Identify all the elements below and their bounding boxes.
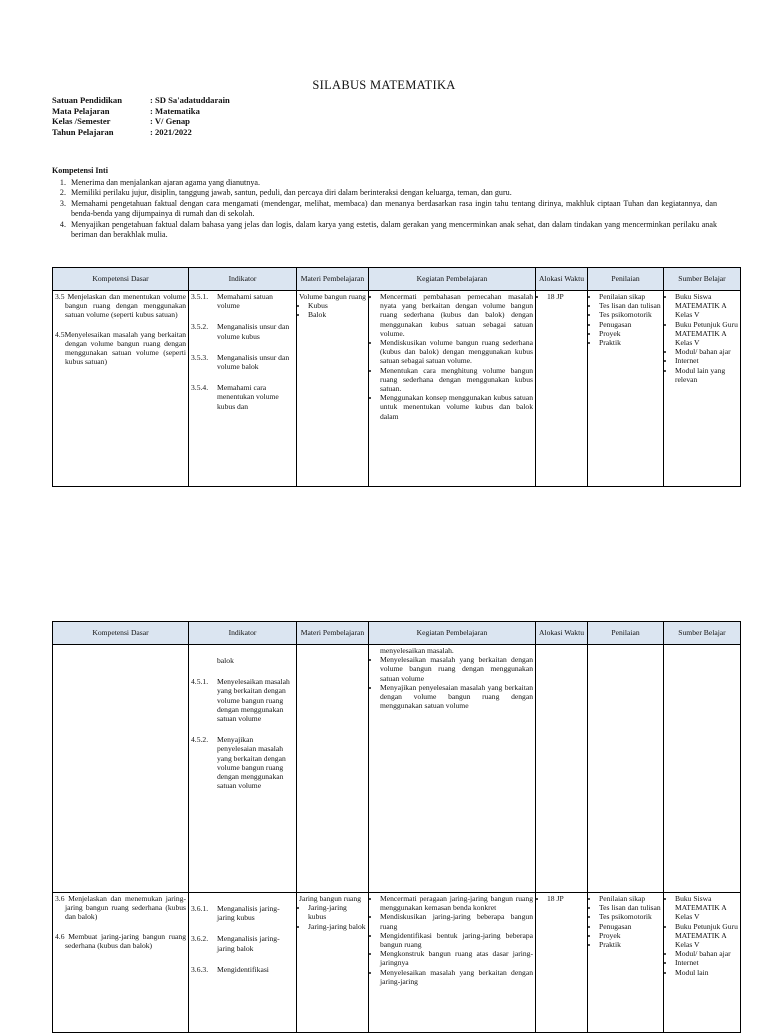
materi-list <box>299 301 366 319</box>
kompetensi-inti-item: 4. Menyajikan pengetahuan faktual dalam bahasa yang jelas dan logis, dalam karya yang estetis, dalam gerakan yang mencerminkan anak sehat, dan dalam tindakan yang mencerminkan perilaku anak beriman dan berakhlak mulia. <box>68 220 717 241</box>
indikator-text: Mengidentifikasi <box>217 964 269 974</box>
kd-text: 4.6 Membuat jaring-jaring bangun ruang sederhana (kubus dan balok) <box>55 931 186 950</box>
indikator-item <box>191 735 294 790</box>
header-kompetensi-dasar: Kompetensi Dasar <box>53 622 189 645</box>
indikator-number: 3.5.2. <box>191 322 209 332</box>
penilaian-list <box>590 894 661 949</box>
header-materi: Materi Pembelajaran <box>297 268 369 291</box>
penilaian-list <box>590 292 661 347</box>
meta-row <box>52 106 230 117</box>
cell-kegiatan <box>369 893 536 1033</box>
indikator-item <box>191 965 294 974</box>
syllabus-table-2 <box>52 621 741 1033</box>
penilaian-item: • Penugasan <box>599 922 661 931</box>
penilaian-item: • Tes psikomotorik <box>599 310 661 319</box>
header-materi: Materi Pembelajaran <box>297 622 369 645</box>
sumber-item: • Buku Petunjuk Guru MATEMATIK A Kelas V <box>675 922 738 950</box>
table-row <box>53 645 741 893</box>
header-indikator: Indikator <box>189 622 297 645</box>
penilaian-item: • Proyek <box>599 329 661 338</box>
alokasi-list <box>538 894 585 903</box>
penilaian-item: • Tes lisan dan tulisan <box>599 301 661 310</box>
kegiatan-item: • Mencermati peragaan jaring-jaring bangun ruang menggunakan kemasan benda konkret <box>380 894 533 912</box>
meta-value: : Matematika <box>150 105 200 116</box>
indikator-number: 3.6.1. <box>191 904 209 913</box>
penilaian-item: • Penugasan <box>599 320 661 329</box>
kompetensi-inti-title: Kompetensi Inti <box>52 166 108 175</box>
header-sumber: Sumber Belajar <box>664 268 741 291</box>
kegiatan-list <box>371 655 533 710</box>
cell-penilaian <box>588 893 664 1033</box>
header-sumber: Sumber Belajar <box>664 622 741 645</box>
header-penilaian: Penilaian <box>588 268 664 291</box>
cell-sumber <box>664 893 741 1033</box>
indikator-item <box>191 322 294 340</box>
meta-value: : SD Sa'adatuddarain <box>150 95 230 105</box>
indikator-text: Memahami satuan volume <box>217 292 273 311</box>
cell-sumber <box>664 291 741 487</box>
indikator-text: Menyelesaikan masalah yang berkaitan dengan volume bangun ruang dengan menggunakan satuan volume <box>217 677 290 724</box>
header-alokasi: Alokasi Waktu <box>536 268 588 291</box>
meta-row <box>52 95 230 106</box>
indikator-text: Menganalisis unsur dan volume balok <box>217 352 290 372</box>
penilaian-item: • Tes psikomotorik <box>599 912 661 921</box>
indikator-text: Menganalisis jaring-jaring kubus <box>217 904 280 923</box>
alokasi-list <box>538 292 585 301</box>
page-title: SILABUS MATEMATIKA <box>312 78 456 92</box>
kd-text: 4.5Menyelesaikan masalah yang berkaitan dengan volume bangun ruang dengan menggunakan satuan volume (seperti kubus satuan) <box>55 329 186 367</box>
sumber-list <box>666 894 738 977</box>
cell-alokasi <box>536 291 588 487</box>
header-kegiatan: Kegiatan Pembelajaran <box>369 268 536 291</box>
kegiatan-item: • Mendiskusikan jaring-jaring beberapa bangun ruang <box>380 912 533 930</box>
header-penilaian: Penilaian <box>588 622 664 645</box>
sumber-item: • Internet <box>675 356 738 365</box>
indikator-text: Menganalisis jaring-jaring balok <box>217 934 280 953</box>
cell-kompetensi-dasar <box>53 645 189 893</box>
meta-row <box>52 127 230 138</box>
kompetensi-inti-list <box>52 178 717 241</box>
sumber-item: • Internet <box>675 958 738 967</box>
cell-indikator <box>189 893 297 1033</box>
kompetensi-inti-item: 1. Menerima dan menjalankan ajaran agama yang dianutnya. <box>68 178 717 189</box>
sumber-list <box>666 292 738 384</box>
indikator-item <box>191 383 294 411</box>
kd-text: 3.6 Menjelaskan dan menemukan jaring-jaring bangun ruang sederhana (kubus dan balok) <box>55 894 186 922</box>
kegiatan-item: • Mengidentifikasi bentuk jaring-jaring beberapa bangun ruang <box>380 931 533 949</box>
kegiatan-item: • Menyelesaikan masalah yang berkaitan dengan volume bangun ruang dengan menggunakan satuan volume <box>380 655 533 683</box>
indikator-continuation: balok <box>217 656 234 665</box>
indikator-number: 3.6.2. <box>191 934 209 944</box>
cell-indikator <box>189 291 297 487</box>
indikator-item <box>191 934 294 952</box>
materi-item: • Kubus <box>308 301 366 310</box>
indikator-item <box>191 677 294 723</box>
sumber-item: • Buku Siswa MATEMATIK A Kelas V <box>675 292 738 320</box>
materi-item: • Jaring-jaring kubus <box>308 903 366 921</box>
meta-label: Tahun Pelajaran <box>52 126 114 137</box>
indikator-text: Menyajikan penyelesaian masalah yang berkaitan dengan volume bangun ruang dengan menggunakan satuan volume <box>217 735 286 791</box>
header-kegiatan: Kegiatan Pembelajaran <box>369 622 536 645</box>
indikator-item <box>191 292 294 310</box>
kegiatan-list <box>371 292 533 421</box>
materi-item: • Balok <box>308 310 366 319</box>
cell-kompetensi-dasar <box>53 893 189 1033</box>
cell-alokasi <box>536 645 588 893</box>
indikator-item <box>191 904 294 922</box>
meta-value: : V/ Genap <box>150 116 190 126</box>
meta-label: Kelas /Semester <box>52 116 111 126</box>
meta-row <box>52 116 230 127</box>
cell-kompetensi-dasar <box>53 291 189 487</box>
cell-sumber <box>664 645 741 893</box>
penilaian-item: • Penilaian sikap <box>599 894 661 903</box>
cell-kegiatan <box>369 645 536 893</box>
kegiatan-item: • Menyajikan penyelesaian masalah yang berkaitan dengan volume bangun ruang dengan menggunakan satuan volume <box>380 683 533 711</box>
kegiatan-item: • Mengkonstruk bangun ruang atas dasar jaring-jaringnya <box>380 949 533 967</box>
indikator-number: 3.5.1. <box>191 292 209 301</box>
header-kompetensi-dasar: Kompetensi Dasar <box>53 268 189 291</box>
cell-materi <box>297 645 369 893</box>
materi-title: Volume bangun ruang <box>299 292 366 301</box>
indikator-number: 3.5.4. <box>191 383 209 393</box>
kegiatan-item: • Mendiskusikan volume bangun ruang sederhana (kubus dan balok) dengan menggunakan kubus satuan sebagai satuan volume. <box>380 338 533 366</box>
cell-penilaian <box>588 291 664 487</box>
alokasi-value: • 18 JP <box>547 292 585 301</box>
materi-title: Jaring bangun ruang <box>299 894 361 903</box>
indikator-number: 3.6.3. <box>191 964 209 974</box>
meta-label: Satuan Pendidikan <box>52 95 122 105</box>
meta-label: Mata Pelajaran <box>52 105 110 116</box>
indikator-text: Memahami cara menentukan volume kubus dan <box>217 383 279 411</box>
cell-kegiatan <box>369 291 536 487</box>
indikator-number: 3.5.3. <box>191 352 209 362</box>
kompetensi-inti-item: 2. Memiliki perilaku jujur, disiplin, tanggung jawab, santun, peduli, dan percaya diri dalam berinteraksi dengan keluarga, teman, dan guru. <box>68 188 717 199</box>
alokasi-value: • 18 JP <box>547 894 585 903</box>
indikator-text: Menganalisis unsur dan volume kubus <box>217 322 290 341</box>
cell-materi <box>297 893 369 1033</box>
table-row <box>53 291 741 487</box>
sumber-item: • Modul/ bahan ajar <box>675 949 738 958</box>
penilaian-item: • Tes lisan dan tulisan <box>599 903 661 912</box>
cell-alokasi <box>536 893 588 1033</box>
penilaian-item: • Proyek <box>599 931 661 940</box>
kompetensi-inti-item: 3. Memahami pengetahuan faktual dengan cara mengamati (mendengar, melihat, membaca) dan menanya berdasarkan rasa ingin tahu tentang dirinya, makhluk ciptaan Tuhan dan kegiatannya, dan benda-benda yang dijumpainya di rumah dan di sekolah. <box>68 199 717 220</box>
syllabus-table-1 <box>52 267 741 487</box>
table-header-row <box>53 622 741 645</box>
kompetensi-inti <box>52 166 717 241</box>
identity-block <box>52 95 230 137</box>
sumber-item: • Modul lain <box>675 968 738 977</box>
indikator-number: 4.5.1. <box>191 677 209 687</box>
kegiatan-list <box>371 894 533 986</box>
materi-item: • Jaring-jaring balok <box>308 922 366 931</box>
table-header-row <box>53 268 741 291</box>
penilaian-item: • Praktik <box>599 338 661 347</box>
cell-penilaian <box>588 645 664 893</box>
table-row <box>53 893 741 1033</box>
sumber-item: • Modul/ bahan ajar <box>675 347 738 356</box>
kegiatan-item: • Mencermati pembahasan pemecahan masalah nyata yang berkaitan dengan volume bangun ruang sederhana (kubus dan balok) dengan menggunakan kubus satuan sebagai satuan volume. <box>380 292 533 338</box>
sumber-item: • Modul lain yang relevan <box>675 366 738 384</box>
penilaian-item: • Penilaian sikap <box>599 292 661 301</box>
kegiatan-item: • Menggunakan konsep menggunakan kubus satuan untuk menentukan volume kubus dan balok dalam <box>380 393 533 421</box>
penilaian-item: • Praktik <box>599 940 661 949</box>
indikator-item <box>191 353 294 371</box>
kegiatan-continuation: menyelesaikan masalah. <box>380 646 454 655</box>
cell-indikator <box>189 645 297 893</box>
sumber-item: • Buku Petunjuk Guru MATEMATIK A Kelas V <box>675 320 738 348</box>
indikator-number: 4.5.2. <box>191 735 209 745</box>
sumber-item: • Buku Siswa MATEMATIK A Kelas V <box>675 894 738 922</box>
materi-list <box>299 903 366 931</box>
header-indikator: Indikator <box>189 268 297 291</box>
kegiatan-item: • Menentukan cara menghitung volume bangun ruang sederhana dengan menggunakan kubus satuan. <box>380 366 533 394</box>
kegiatan-item: • Menyelesaikan masalah yang berkaitan dengan jaring-jaring <box>380 968 533 986</box>
meta-value: : 2021/2022 <box>150 126 192 137</box>
cell-materi <box>297 291 369 487</box>
kd-text: 3.5 Menjelaskan dan menentukan volume bangun ruang dengan menggunakan satuan volume (seperti kubus satuan) <box>55 292 186 320</box>
header-alokasi: Alokasi Waktu <box>536 622 588 645</box>
